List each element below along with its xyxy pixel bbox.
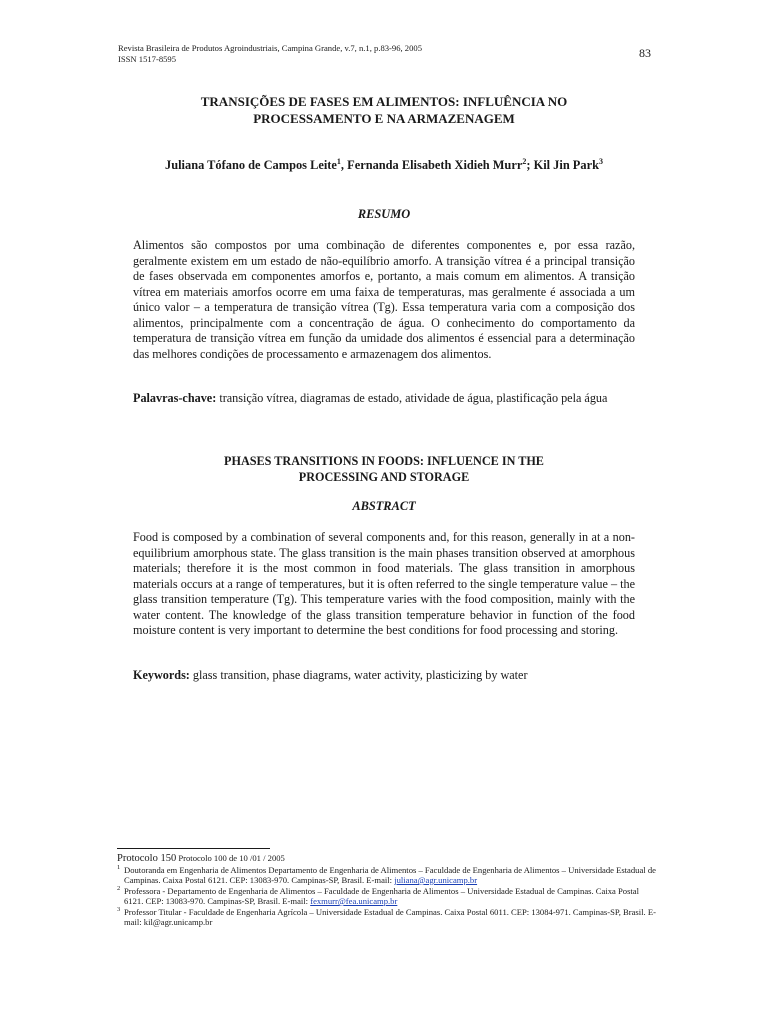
author-3: Kil Jin Park <box>533 158 599 172</box>
keywords <box>133 668 635 684</box>
author-1: Juliana Tófano de Campos Leite <box>165 158 337 172</box>
footnote-2 <box>117 886 657 907</box>
title-line-2: PROCESSAMENTO E NA ARMAZENAGEM <box>253 111 515 126</box>
footnote-3-mark: 3 <box>117 905 121 913</box>
footnote-2-text: Professora - Departamento de Engenharia de Alimentos – Faculdade de Engenharia de Alimentos – Universidade Estadual de Campinas. Caixa Postal 6121. CEP: 13083-970. Campinas-SP, Brasil. E-mail: <box>124 885 640 906</box>
footnote-1-mark: 1 <box>117 863 121 871</box>
palavras-chave <box>133 391 635 407</box>
palavras-chave-label: Palavras-chave: <box>133 391 217 405</box>
protocol-date: Protocolo 100 de 10 /01 / 2005 <box>176 853 285 863</box>
author-1-mark: 1 <box>336 156 341 166</box>
english-title-line-1: PHASES TRANSITIONS IN FOODS: INFLUENCE IN THE <box>224 454 544 468</box>
footnote-divider <box>117 848 270 849</box>
footnote-1-email-link[interactable]: juliana@agr.unicamp.br <box>394 875 478 885</box>
keywords-text: glass transition, phase diagrams, water activity, plasticizing by water <box>189 668 528 682</box>
protocol-number: Protocolo 150 <box>117 853 177 864</box>
protocol-note <box>117 853 657 865</box>
footnote-3-text: Professor Titular - Faculdade de Engenharia Agrícola – Universidade Estadual de Campinas. Caixa Postal 6011. CEP: 13084-971. Campinas-SP, Brasil. E-mail: kil@agr.unicamp.br <box>124 906 656 927</box>
journal-citation: Revista Brasileira de Produtos Agroindustriais, Campina Grande, v.7, n.1, p.83-96, 2005 <box>118 43 422 53</box>
resumo-body: Alimentos são compostos por uma combinação de diferentes componentes e, por essa razão, geralmente existem em um estado de não-equilíbrio amorfo. A transição vítrea é a principal transição de fases observada em componentes amorfos e, portanto, a mais comum em alimentos. A transição vítrea em materiais amorfos ocorre em uma faixa de temperaturas, mas geralmente é associada a um único valor – a temperatura de transição vítrea (Tg). Essa temperatura varia com a composição dos alimentos, principalmente com a concentração de água. O conhecimento do comportamento da temperatura de transição vítrea em função da umidade dos alimentos é essencial para a determinação das melhores condições de processamento e armazenagem dos alimentos. <box>133 238 635 361</box>
palavras-chave-text: transição vítrea, diagramas de estado, atividade de água, plastificação pela água <box>216 391 608 405</box>
author-3-mark: 3 <box>598 156 603 166</box>
article-title <box>118 93 650 127</box>
abstract-heading: ABSTRACT <box>352 499 416 513</box>
author-list <box>118 158 650 173</box>
footnote-2-email-link[interactable]: fexmurr@fea.unicamp.br <box>310 896 398 906</box>
issn: ISSN 1517-8595 <box>118 54 177 64</box>
footnote-2-mark: 2 <box>117 884 121 892</box>
footnotes <box>117 853 657 928</box>
title-line-1: TRANSIÇÕES DE FASES EM ALIMENTOS: INFLUÊNCIA NO <box>200 94 568 109</box>
resumo-heading: RESUMO <box>357 207 411 221</box>
footnote-3 <box>117 907 657 928</box>
abstract-body: Food is composed by a combination of several components and, for this reason, generally in at a non-equilibrium amorphous state. The glass transition is the main phases transition observed at amorphous materials; therefore it is the most common in food materials. The glass transition in amorphous materials occurs at a range of temperatures, but it is often referred to the single temperature value – the glass transition temperature (Tg). This temperature varies with the food composition, mainly with the water content. The knowledge of the glass transition temperature behavior in function of the food moisture content is very important to determine the best conditions for food processing and storing. <box>133 530 635 637</box>
author-2: Fernanda Elisabeth Xidieh Murr <box>347 158 523 172</box>
author-separator: , <box>340 158 348 172</box>
footnote-1 <box>117 865 657 886</box>
author-2-mark: 2 <box>522 156 527 166</box>
page-number: 83 <box>639 46 651 60</box>
keywords-label: Keywords: <box>133 668 190 682</box>
running-head <box>118 43 648 65</box>
english-title-line-2: PROCESSING AND STORAGE <box>298 470 470 484</box>
author-separator: ; <box>526 158 534 172</box>
footnote-1-text: Doutoranda em Engenharia de Alimentos Departamento de Engenharia de Alimentos – Faculdade de Engenharia de Alimentos – Universidade Estadual de Campinas. Caixa Postal 6121. CEP: 13083-970. Campinas-SP, Brasil. E-mail: <box>124 864 656 885</box>
english-title <box>118 453 650 485</box>
